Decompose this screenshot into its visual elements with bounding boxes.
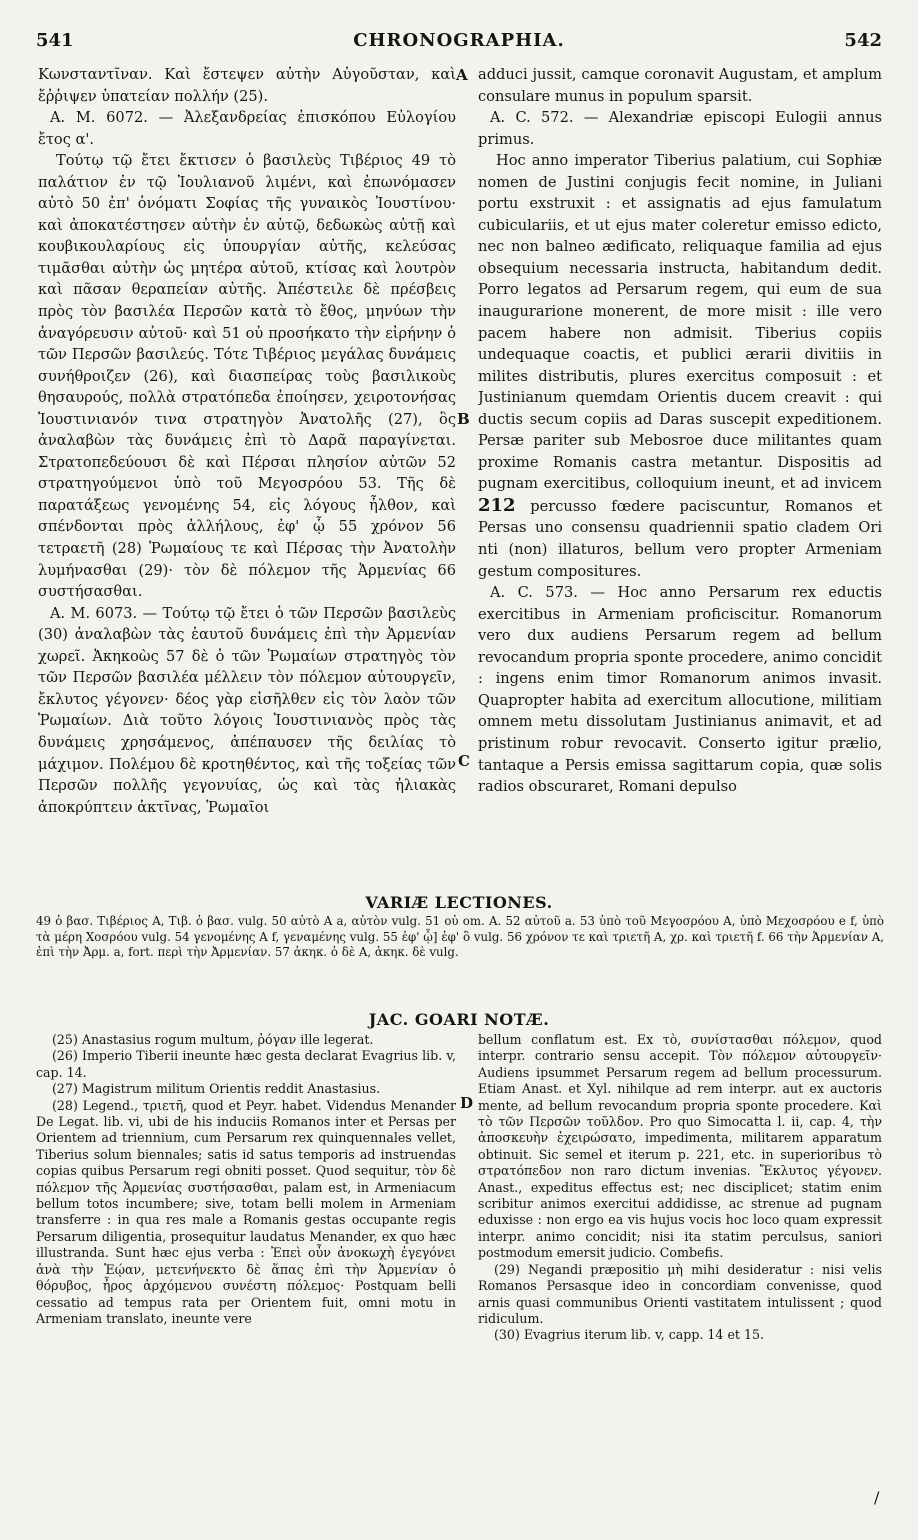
page-mark: / [874,1488,880,1507]
latin-column [478,64,882,884]
notes-left-column [36,1032,456,1472]
note-30: (30) Evagrius iterum lib. v, capp. 14 et 15. [494,1327,764,1343]
latin-paragraph-2a: Hoc anno imperator Tiberius palatium, cui Sophiæ nomen de Justini conjugis fecit nomine, in Juliani portu exstruxit : et assignatis ad ejus famulatum cubiculariis, et ut ejus mater coleretur emisso edicto, nec non balneo ædificato, reliquaque familia ad ejus obsequium necessaria instructa, habitandum dedit. Porro legatos ad Persarum regem, qui eum de sua inaugurarione monerent, de more misit : ille vero pacem habere non admisit. Tiberius copiis undequaque coactis, et publici ærarii divitiis in milites distributis, plures exercitus composuit : et Justinianum quemdam Orientis ducem creavit : qui ductis secum copiis ad Daras suscepit expeditionem. Persæ pariter sub Mebosroe duce militantes quam proxime Romanis castra metantur. Dispositis ad pugnam exercitibus, colloquium ineunt, et ad invicem [478,152,882,493]
margin-letter-d: D [460,1094,474,1112]
latin-paragraph-1: adduci jussit, camque coronavit Augustam, et amplum consulare munus in populum sparsit. [478,66,882,105]
inline-page-number: 212 [478,494,516,516]
greek-paragraph-1: Κωνσταντῖναν. Καὶ ἔστεψεν αὐτὴν Αὐγοῦσταν, καὶ ἔῤῥιψεν ὑπατείαν πολλήν (25). [38,66,456,105]
page-number-left: 541 [36,30,74,51]
latin-paragraph-573: A. C. 573. — Hoc anno Persarum rex eductis exercitibus in Armeniam proficiscitur. Romanorum vero dux audiens Persarum regem ad bellum revocandum propria sponte procedere, animo concidit : ingens enim timor Romanorum animos invasit. Quapropter habita ad exercitum allocutione, militiam omnem metu dissolutam Justinianus animavit, et ad pristinum robur revocavit. Conserto igitur prælio, tantaque a Persis emissa sagittarum copia, quæ solis radios obscuraret, Romani depulso [478,584,882,796]
latin-paragraph-2 [478,150,882,582]
variae-lectiones [36,914,884,1014]
page-header [36,30,882,56]
latin-year-heading-572: A. C. 572. — Alexandriæ episcopi Eulogii annus primus. [478,109,882,148]
greek-year-heading-6072: A. M. 6072. — Ἀλεξανδρείας ἐπισκόπου Εὐλογίου ἔτος α'. [38,109,456,148]
greek-paragraph-2: Τούτῳ τῷ ἔτει ἔκτισεν ὁ βασιλεὺς Τιβέριος 49 τὸ παλάτιον ἐν τῷ Ἰουλιανοῦ λιμένι, καὶ ἐπωνόμασεν αὐτὸ 50 ἐπ' ὀνόματι Σοφίας τῆς γυναικὸς Ἰουστίνου· καὶ ἀποκατέστησεν αὐτὴν ἐν αὐτῷ, δεδωκὼς αὐτῇ καὶ κουβικουλαρίους εἰς ὑπουργίαν αὐτῆς, κελεύσας τιμᾶσθαι αὐτὴν ὡς μητέρα αὐτοῦ, κτίσας καὶ λουτρὸν καὶ πᾶσαν θεραπείαν αὐτῆς. Ἀπέστειλε δὲ πρέσβεις πρὸς τὸν βασιλέα Περσῶν κατὰ τὸ ἔθος, μηνύων τὴν ἀναγόρευσιν αὐτοῦ· καὶ 51 οὐ προσήκατο τὴν εἰρήνην ὁ τῶν Περσῶν βασιλεύς. Τότε Τιβέριος μεγάλας δυνάμεις συνήθροιζεν (26), καὶ διασπείρας τοὺς βασιλικοὺς θησαυρούς, πολλὰ στρατόπεδα ἐποίησεν, χειροτονήσας Ἰουστινιανόν τινα στρατηγὸν Ἀνατολῆς (27), ὃς ἀναλαβὼν τὰς δυνάμεις ἐπὶ τὸ Δαρᾶ παραγίνεται. Στρατοπεδεύουσι δὲ καὶ Πέρσαι πλησίον αὐτῶν 52 στρατηγούμενοι ὑπὸ τοῦ Μεγοσρόου 53. Τῆς δὲ παρατάξεως γενομένης 54, εἰς λόγους ἦλθον, καὶ σπένδονται πρὸς ἀλλήλους, ἐφ' ᾧ 55 χρόνον 56 τετραετῆ (28) Ῥωμαίους τε καὶ Πέρσας τὴν Ἀνατολὴν λυμήνασθαι (29)· τὸν δὲ πόλεμον τῆς Ἀρμενίας 66 συστήσασθαι. [38,152,456,601]
greek-column [38,64,456,884]
running-title: CHRONOGRAPHIA. [353,30,565,51]
note-29: (29) Negandi præpositio μὴ mihi desideratur : nisi velis Romanos Persasque ideo in concordiam convenisse, quod arnis quasi communibus Orienti vastitatem intulissent ; quod ridiculum. [478,1261,882,1326]
greek-paragraph-6073: A. M. 6073. — Τούτῳ τῷ ἔτει ὁ τῶν Περσῶν βασιλεὺς (30) ἀναλαβὼν τὰς ἑαυτοῦ δυνάμεις ἐπὶ τὴν Ἀρμενίαν χωρεῖ. Ἀκηκοὼς 57 δὲ ὁ τῶν Ῥωμαίων στρατηγὸς τὸν τῶν Περσῶν βασιλέα μέλλειν τὸν πόλεμον αὐτουργεῖν, ἔκλυτος γέγονεν· δέος γὰρ εἰσῆλθεν εἰς τὸν λαὸν τῶν Ῥωμαίων. Διὰ τοῦτο λόγοις Ἰουστινιανὸς πρὸς τὰς δυνάμεις χρησάμενος, ἀπέπαυσεν τῆς δειλίας τὸ μάχιμον. Πολέμου δὲ κροτηθέντος, καὶ τῆς τοξείας τῶν Περσῶν πολλῆς γεγονυίας, ὡς καὶ τὰς ἡλιακὰς ἀποκρύπτειν ἀκτῖνας, Ῥωμαῖοι [38,604,456,816]
page-number-right: 542 [844,30,882,51]
latin-paragraph-2b: percusso fœdere paciscuntur, Romanos et Persas uno consensu quadriennii spatio cladem Ori nti (non) illaturos, bellum vero propter Armeniam gestum compositures. [478,497,882,580]
notes-right-column [478,1032,882,1472]
margin-letter-b: B [457,410,470,428]
variae-lectiones-text: 49 ὁ βασ. Τιβέριος A, Τιβ. ὁ βασ. vulg. 50 αὐτὸ A a, αὐτὸν vulg. 51 οὐ om. A. 52 αὐτοῦ a. 53 ὑπὸ τοῦ Μεγοσρόου A, ὑπὸ Μεχοσρόου e f, ὑπὸ τὰ μέρη Χοσρόου vulg. 54 γενομένης A f, γεναμένης vulg. 55 ἐφ' ᾧ] ἐφ' ὃ vulg. 56 χρόνον τε καὶ τριετῆ A, χρ. καὶ τριετῆ f. 66 τὴν Ἀρμενίαν A, ἐπὶ τὴν Ἀρμ. a, fort. περὶ τὴν Ἀρμενίαν. 57 ἀκηκ. ὁ δὲ A, ἀκηκ. δὲ vulg. [36,914,884,960]
note-28: (28) Legend., τριετῆ, quod et Peyr. habet. Videndus Menander De Legat. lib. vi, ubi de his induciis Romanos inter et Persas per Orientem ad triennium, cum Persarum rex quinquennales vellet, Tiberius solum biennales; satis id satus temporis ad instruendas copias quibus Persarum regi obniti posset. Quod sequitur, τὸν δὲ πόλεμον τῆς Ἀρμενίας συστήσασθαι, palam est, in Armeniacum bellum totos incumbere; sive, totam belli molem in Armeniam transferre : in qua res male a Romanis gestas occupante regis Persarum diligentia, prosequitur laudatus Menander, ex quo hæc illustranda. Sunt hæc ejus verba : Ἐπεὶ οὖν ἀνοκωχὴ ἐγεγόνει ἀνὰ τὴν Ἑῴαν, μετενήνεκτο δὲ ἅπας ἐπὶ τὴν Ἀρμενίαν ὁ θόρυβος, ἦρος ἀρχόμενου συνέστη πόλεμος· Postquam belli cessatio ad tempus rata per Orientem fuit, omni motu in Armeniam translato, ineunte vere [36,1097,456,1326]
variae-lectiones-title: VARIÆ LECTIONES. [365,893,553,912]
notes-title: JAC. GOARI NOTÆ. [368,1010,550,1029]
note-26: (26) Imperio Tiberii ineunte hæc gesta declarat Evagrius lib. v, cap. 14. [36,1048,456,1080]
note-27: (27) Magistrum militum Orientis reddit Anastasius. [52,1081,381,1097]
margin-letter-a: A [456,66,468,84]
note-28-continued: bellum conflatum est. Ex τὸ, συνίστασθαι πόλεμον, quod interpr. contrario sensu accepit. Τὸν πόλεμον αὐτουργεῖν· Audiens ipsummet Persarum regem ad bellum processurum. Etiam Anast. et Xyl. nihilque ad rem interpr. aut ex auctoris mente, ad bellum revocandum propria sponte procedere. Καὶ τὸ τῶν Περσῶν τοῦλδον. Pro quo Simocatta l. ii, cap. 4, τὴν ἀποσκευὴν ἐχειρώσατο, impedimenta, militarem apparatum obtinuit. Sic semel et iterum p. 221, etc. in superioribus τὸ στρατόπεδον non raro dictum invenias. Ἔκλυτος γέγονεν. Anast., expeditus effectus est; nec disciplicet; statim enim scribitur animos exercitui addidisse, ac strenue ad pugnam eduxisse : non ergo ea vis hujus vocis hoc loco quam expressit interpr. animo concidit; nisi ita statim perculsus, saniori postmodum emersit judicio. Combefis. [478,1032,882,1261]
note-25: (25) Anastasius rogum multum, ῥόγαν ille legerat. [52,1032,374,1047]
margin-letter-c: C [458,752,470,770]
